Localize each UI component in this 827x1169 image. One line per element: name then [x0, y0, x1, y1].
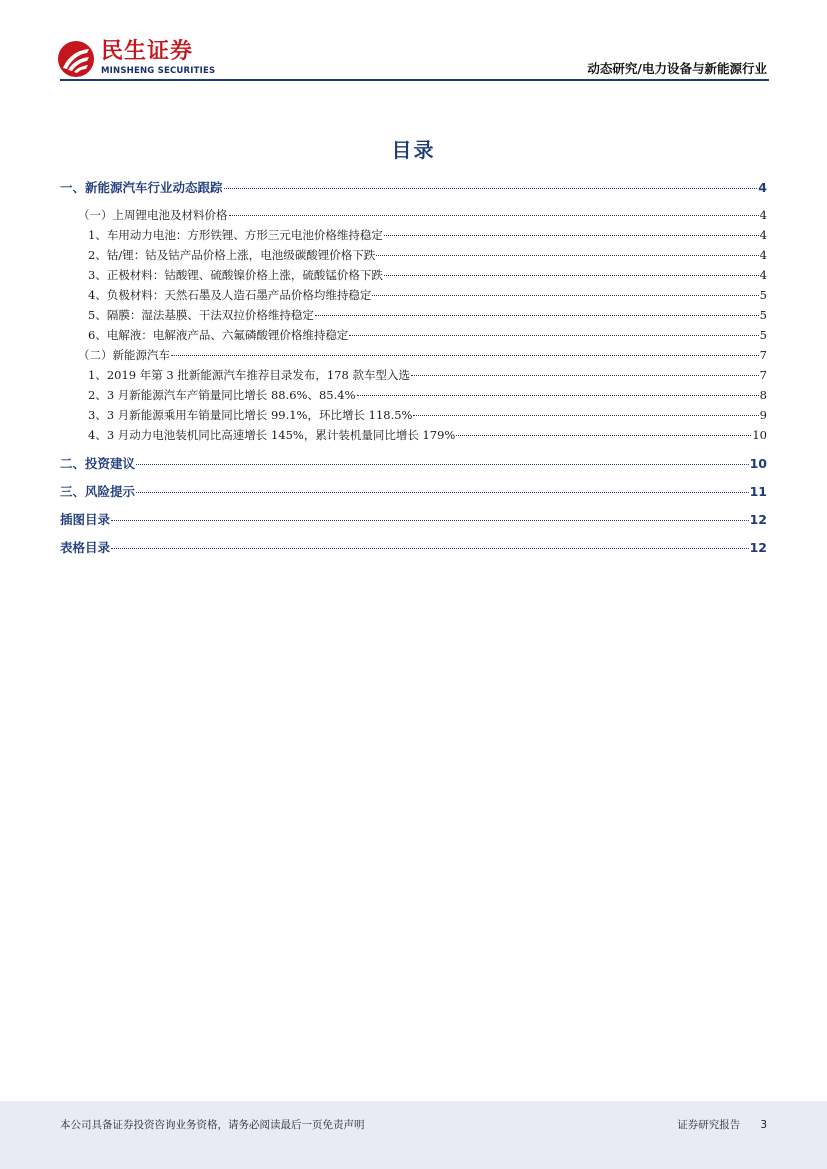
toc-entry-section-2[interactable]	[60, 454, 767, 472]
toc-entry-page: 5	[759, 308, 767, 322]
page-number: 3	[760, 1119, 767, 1131]
toc-entry-item[interactable]	[88, 227, 767, 243]
toc-leader-dots	[411, 375, 759, 376]
toc-leader-dots	[224, 188, 758, 189]
toc-entry-text: 插图目录	[60, 512, 111, 527]
toc-entry-text: 三、风险提示	[60, 484, 136, 499]
toc-leader-dots	[171, 355, 759, 356]
toc-entry-page: 4	[759, 228, 767, 242]
toc-entry-text: （一）上周锂电池及材料价格	[78, 208, 228, 222]
toc-entry-text: 1、2019 年第 3 批新能源汽车推荐目录发布，178 款车型入选	[88, 368, 410, 382]
toc-entry-section-1[interactable]	[60, 178, 767, 196]
toc-leader-dots	[413, 415, 758, 416]
toc-leader-dots	[229, 215, 759, 216]
minsheng-logo-icon	[56, 40, 96, 78]
toc-title: 目录	[391, 138, 436, 162]
toc-entry-table-list[interactable]	[60, 538, 767, 556]
footer-doc-type: 证券研究报告	[677, 1119, 741, 1131]
toc-entry-page: 8	[759, 388, 767, 402]
toc-entry-text: 1、车用动力电池：方形铁锂、方形三元电池价格维持稳定	[88, 228, 383, 242]
toc-leader-dots	[136, 464, 749, 465]
toc-entry-item[interactable]	[88, 307, 767, 323]
toc-entry-page: 5	[759, 328, 767, 342]
toc-entry-text: 3、3 月新能源乘用车销量同比增长 99.1%，环比增长 118.5%	[88, 408, 413, 422]
toc-entry-page: 12	[749, 540, 767, 555]
toc-entry-page: 11	[749, 484, 767, 499]
toc-entry-text: 3、正极材料：钴酸锂、硫酸镍价格上涨，硫酸锰价格下跌	[88, 268, 383, 282]
toc-entry-text: 表格目录	[60, 540, 111, 555]
toc-entry-text: 2、3 月新能源汽车产销量同比增长 88.6%、85.4%	[88, 388, 356, 402]
toc-entry-text: 4、负极材料：天然石墨及人造石墨产品价格均维持稳定	[88, 288, 372, 302]
toc-entry-page: 4	[759, 208, 767, 222]
toc-entry-text: （二）新能源汽车	[78, 348, 170, 362]
toc-entry-text: 2、钴/锂：钴及钴产品价格上涨，电池级碳酸锂价格下跌	[88, 248, 376, 262]
toc-entry-subsection-1[interactable]	[78, 207, 767, 223]
page-footer	[0, 1101, 827, 1169]
toc-entry-page: 10	[749, 456, 767, 471]
toc-leader-dots	[357, 395, 759, 396]
brand-name-en: MINSHENG SECURITIES	[101, 66, 216, 76]
toc-entry-item[interactable]	[88, 247, 767, 263]
toc-entry-text: 4、3 月动力电池装机同比高速增长 145%，累计装机量同比增长 179%	[88, 428, 456, 442]
toc-entry-item[interactable]	[88, 407, 767, 423]
toc-leader-dots	[384, 275, 759, 276]
toc-entry-section-3[interactable]	[60, 482, 767, 500]
report-category: 动态研究/电力设备与新能源行业	[587, 61, 767, 76]
toc-entry-item[interactable]	[88, 367, 767, 383]
toc-entry-item[interactable]	[88, 287, 767, 303]
toc-leader-dots	[456, 435, 751, 436]
toc-entry-text: 5、隔膜：湿法基膜、干法双拉价格维持稳定	[88, 308, 314, 322]
toc-leader-dots	[136, 492, 749, 493]
toc-entry-page: 12	[749, 512, 767, 527]
toc-entry-page: 9	[759, 408, 767, 422]
toc-leader-dots	[111, 548, 749, 549]
toc-entry-item[interactable]	[88, 427, 767, 443]
toc-leader-dots	[372, 295, 758, 296]
toc-entry-page: 5	[759, 288, 767, 302]
toc-entry-page: 4	[758, 180, 767, 195]
toc-entry-figure-list[interactable]	[60, 510, 767, 528]
toc-entry-page: 10	[752, 428, 767, 442]
brand-name-cn: 民生证券	[101, 39, 194, 64]
toc-entry-page: 4	[759, 268, 767, 282]
toc-entry-text: 二、投资建议	[60, 456, 136, 471]
toc-entry-page: 7	[759, 348, 767, 362]
toc-entry-page: 4	[759, 248, 767, 262]
toc-entry-item[interactable]	[88, 387, 767, 403]
page-header	[0, 0, 827, 84]
toc-entry-subsection-2[interactable]	[78, 347, 767, 363]
toc-entry-page: 7	[759, 368, 767, 382]
toc-entry-text: 6、电解液：电解液产品、六氟磷酸锂价格维持稳定	[88, 328, 349, 342]
toc-entry-item[interactable]	[88, 267, 767, 283]
footer-right	[677, 1117, 767, 1132]
toc-leader-dots	[315, 315, 759, 316]
toc-entry-text: 一、新能源汽车行业动态跟踪	[60, 180, 223, 195]
toc-leader-dots	[111, 520, 749, 521]
toc-leader-dots	[384, 235, 759, 236]
toc-leader-dots	[349, 335, 758, 336]
footer-disclaimer: 本公司具备证券投资咨询业务资格，请务必阅读最后一页免责声明	[60, 1119, 365, 1131]
toc-leader-dots	[376, 255, 758, 256]
header-divider	[60, 79, 769, 81]
toc-entry-item[interactable]	[88, 327, 767, 343]
